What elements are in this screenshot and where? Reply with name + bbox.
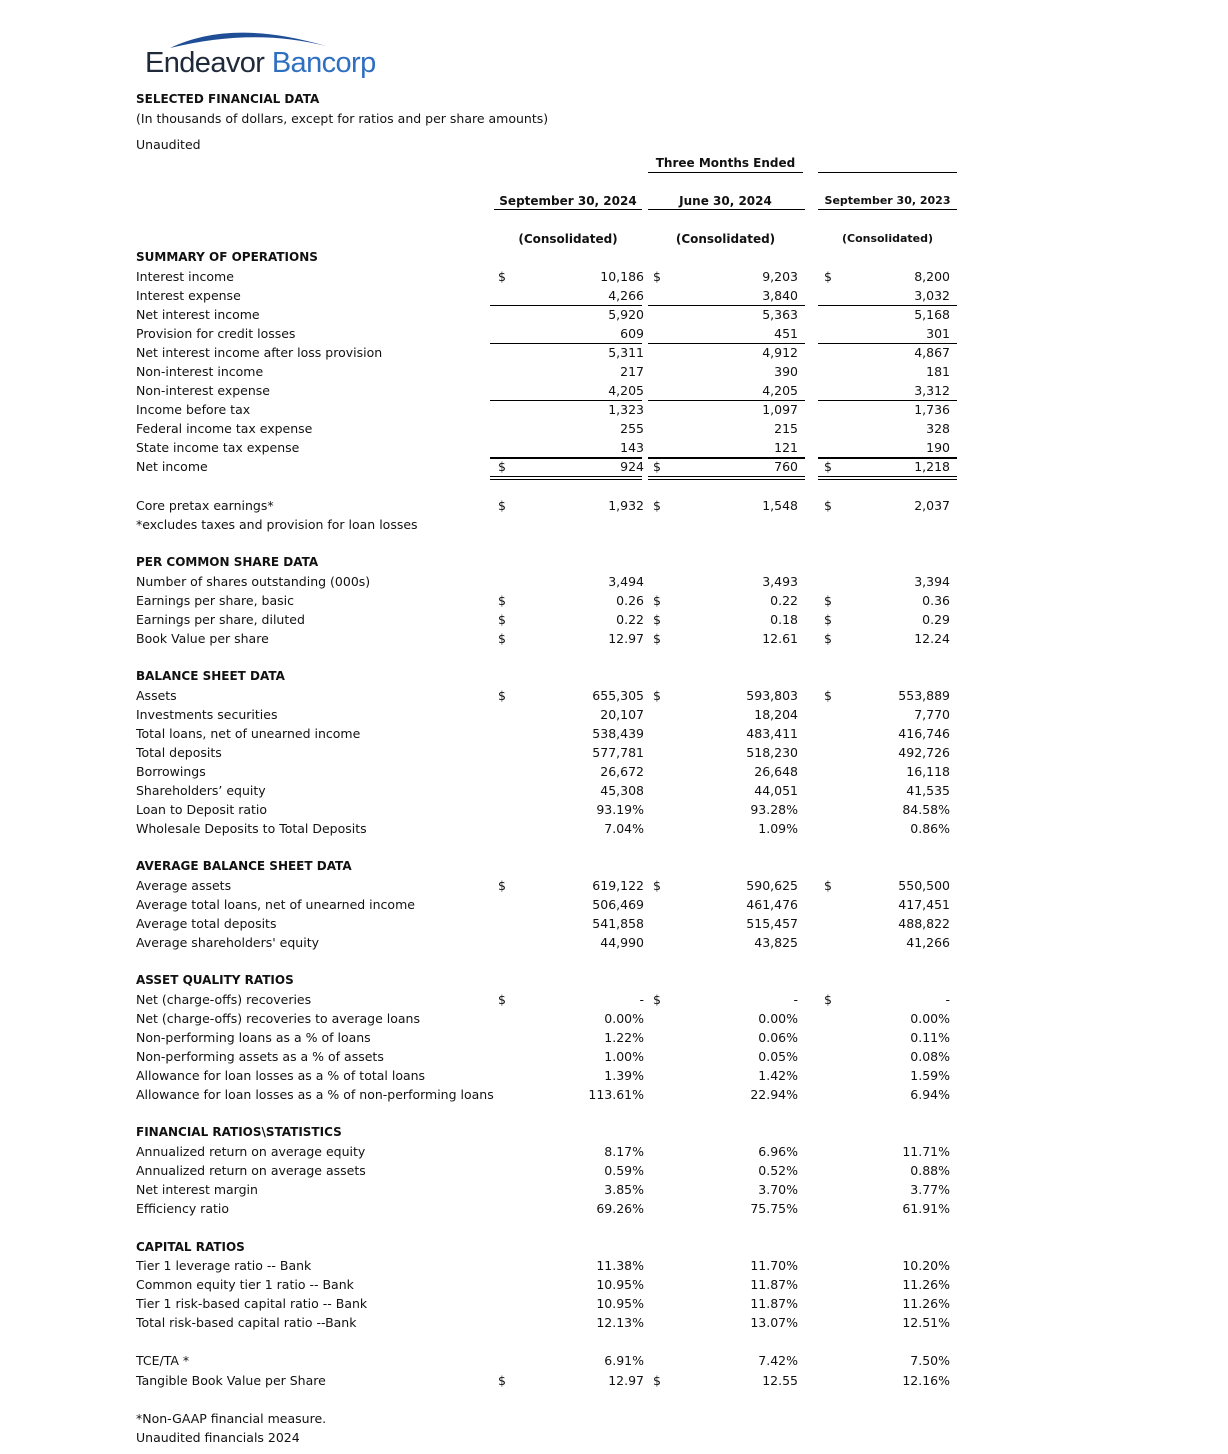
row-label: Annualized return on average equity — [136, 1144, 366, 1159]
row-value: 11.38% — [596, 1258, 644, 1273]
currency-symbol: $ — [824, 269, 832, 284]
row-label: Investments securities — [136, 707, 278, 722]
row-value: 121 — [774, 440, 798, 455]
currency-symbol: $ — [653, 269, 661, 284]
row-label: Total loans, net of unearned income — [136, 726, 361, 741]
section-heading: AVERAGE BALANCE SHEET DATA — [136, 859, 352, 873]
row-value: 12.13% — [596, 1315, 644, 1330]
row-label: Tier 1 leverage ratio -- Bank — [136, 1258, 312, 1273]
row-label: Wholesale Deposits to Total Deposits — [136, 821, 367, 836]
section-heading: ASSET QUALITY RATIOS — [136, 973, 294, 987]
row-value: 0.59% — [604, 1163, 644, 1178]
section-heading: PER COMMON SHARE DATA — [136, 555, 319, 569]
row-label: Efficiency ratio — [136, 1201, 230, 1216]
subtotal-underline — [818, 343, 957, 344]
row-value: 44,990 — [600, 935, 644, 950]
currency-symbol: $ — [498, 612, 506, 627]
currency-symbol: $ — [498, 1373, 506, 1388]
row-value: 69.26% — [596, 1201, 644, 1216]
row-value: 11.26% — [902, 1277, 950, 1292]
row-label: Allowance for loan losses as a % of non-performing loans — [136, 1087, 494, 1102]
row-label: Interest income — [136, 269, 234, 284]
currency-symbol: $ — [498, 688, 506, 703]
row-value: 1,736 — [914, 402, 950, 417]
row-value: 26,648 — [754, 764, 798, 779]
row-value: 4,266 — [608, 288, 644, 303]
row-value: 12.97 — [608, 631, 644, 646]
currency-symbol: $ — [498, 269, 506, 284]
row-label: Net interest income after loss provision — [136, 345, 383, 360]
group-underline — [648, 172, 803, 173]
total-overline — [490, 458, 642, 459]
row-value: 577,781 — [592, 745, 644, 760]
row-label: Average total loans, net of unearned income — [136, 897, 415, 912]
row-value: 1,323 — [608, 402, 644, 417]
row-value: 1.22% — [604, 1030, 644, 1045]
logo-text — [145, 47, 376, 80]
currency-symbol: $ — [653, 688, 661, 703]
section-heading: FINANCIAL RATIOS\STATISTICS — [136, 1125, 342, 1139]
row-value: 483,411 — [746, 726, 798, 741]
currency-symbol: $ — [653, 593, 661, 608]
row-value: 0.22 — [616, 612, 644, 627]
currency-symbol: $ — [824, 688, 832, 703]
row-label: Total risk-based capital ratio --Bank — [136, 1315, 357, 1330]
subtotal-underline — [648, 343, 805, 344]
subtotal-underline — [648, 400, 805, 401]
row-value: 0.11% — [910, 1030, 950, 1045]
row-value: 61.91% — [902, 1201, 950, 1216]
currency-symbol: $ — [824, 612, 832, 627]
row-value: 7.50% — [910, 1353, 950, 1368]
row-value: 10.20% — [902, 1258, 950, 1273]
row-label: Net (charge-offs) recoveries — [136, 992, 312, 1007]
row-value: 416,746 — [898, 726, 950, 741]
column-subheader: (Consolidated) — [841, 232, 934, 245]
row-label: *Non-GAAP financial measure. — [136, 1411, 327, 1426]
row-value: 3,312 — [914, 383, 950, 398]
currency-symbol: $ — [824, 878, 832, 893]
row-value: 0.88% — [910, 1163, 950, 1178]
row-value: - — [793, 992, 798, 1007]
row-value: 11.26% — [902, 1296, 950, 1311]
row-value: 518,230 — [746, 745, 798, 760]
column-header-jun-2024: June 30, 2024 — [679, 194, 772, 208]
column-subheader: (Consolidated) — [518, 232, 618, 246]
row-value: 22.94% — [750, 1087, 798, 1102]
row-value: 0.00% — [604, 1011, 644, 1026]
subtotal-underline — [490, 305, 642, 306]
row-value: 5,363 — [762, 307, 798, 322]
total-double-underline — [648, 476, 805, 480]
row-value: 41,535 — [906, 783, 950, 798]
row-label: Net (charge-offs) recoveries to average loans — [136, 1011, 420, 1026]
row-value: 215 — [774, 421, 798, 436]
row-value: 217 — [620, 364, 644, 379]
row-value: 181 — [926, 364, 950, 379]
row-value: 12.24 — [914, 631, 950, 646]
currency-symbol: $ — [824, 992, 832, 1007]
row-value: 113.61% — [588, 1087, 644, 1102]
row-label: Average assets — [136, 878, 232, 893]
row-value: 4,867 — [914, 345, 950, 360]
row-label: Assets — [136, 688, 177, 703]
row-label: Interest expense — [136, 288, 241, 303]
section-heading: BALANCE SHEET DATA — [136, 669, 285, 683]
logo-text-part2: Bancorp — [271, 47, 376, 79]
subtotal-underline — [490, 343, 642, 344]
row-value: 0.86% — [910, 821, 950, 836]
column-header-sep-2024: September 30, 2024 — [499, 194, 637, 208]
row-value: 417,451 — [898, 897, 950, 912]
column-header-sep-2023: September 30, 2023 — [824, 194, 951, 207]
row-value: 20,107 — [600, 707, 644, 722]
row-value: - — [639, 992, 644, 1007]
row-value: 1.42% — [758, 1068, 798, 1083]
currency-symbol: $ — [653, 459, 661, 474]
row-value: 44,051 — [754, 783, 798, 798]
currency-symbol: $ — [653, 992, 661, 1007]
group-underline-right — [818, 172, 957, 173]
row-value: 5,311 — [608, 345, 644, 360]
row-value: 0.08% — [910, 1049, 950, 1064]
row-value: 0.36 — [922, 593, 950, 608]
row-value: 11.87% — [750, 1296, 798, 1311]
row-value: 301 — [926, 326, 950, 341]
row-value: 2,037 — [914, 498, 950, 513]
row-value: 75.75% — [750, 1201, 798, 1216]
currency-symbol: $ — [824, 459, 832, 474]
currency-symbol: $ — [653, 498, 661, 513]
row-label: Total deposits — [136, 745, 222, 760]
row-value: 1,218 — [914, 459, 950, 474]
row-value: 8.17% — [604, 1144, 644, 1159]
row-label: Non-interest income — [136, 364, 264, 379]
row-value: 6.94% — [910, 1087, 950, 1102]
header-underline — [648, 209, 805, 210]
row-value: 7.04% — [604, 821, 644, 836]
row-value: 619,122 — [592, 878, 644, 893]
row-value: 3,840 — [762, 288, 798, 303]
currency-symbol: $ — [498, 992, 506, 1007]
currency-symbol: $ — [653, 612, 661, 627]
row-value: 655,305 — [592, 688, 644, 703]
audit-status: Unaudited — [136, 137, 201, 152]
row-value: 4,205 — [762, 383, 798, 398]
row-value: 4,205 — [608, 383, 644, 398]
section-heading: SUMMARY OF OPERATIONS — [136, 250, 318, 264]
row-value: 553,889 — [898, 688, 950, 703]
currency-symbol: $ — [824, 498, 832, 513]
row-label: Common equity tier 1 ratio -- Bank — [136, 1277, 354, 1292]
row-label: Tangible Book Value per Share — [136, 1373, 326, 1388]
currency-symbol: $ — [653, 1373, 661, 1388]
row-value: 488,822 — [898, 916, 950, 931]
row-value: 609 — [620, 326, 644, 341]
row-value: 6.96% — [758, 1144, 798, 1159]
row-label: Federal income tax expense — [136, 421, 313, 436]
subtotal-underline — [648, 305, 805, 306]
row-label: Allowance for loan losses as a % of total loans — [136, 1068, 426, 1083]
row-label: Non-performing assets as a % of assets — [136, 1049, 384, 1064]
row-value: 506,469 — [592, 897, 644, 912]
currency-symbol: $ — [824, 631, 832, 646]
row-value: 13.07% — [750, 1315, 798, 1330]
row-value: 1,932 — [608, 498, 644, 513]
row-label: Average total deposits — [136, 916, 277, 931]
row-value: 11.87% — [750, 1277, 798, 1292]
header-underline — [494, 209, 642, 210]
row-value: 760 — [774, 459, 798, 474]
page-title: SELECTED FINANCIAL DATA — [136, 92, 320, 106]
currency-symbol: $ — [824, 593, 832, 608]
row-value: 0.00% — [910, 1011, 950, 1026]
row-value: 41,266 — [906, 935, 950, 950]
row-value: 3.70% — [758, 1182, 798, 1197]
currency-symbol: $ — [498, 631, 506, 646]
row-value: 10.95% — [596, 1277, 644, 1292]
row-label: Earnings per share, diluted — [136, 612, 305, 627]
row-value: 45,308 — [600, 783, 644, 798]
subtotal-underline — [818, 400, 957, 401]
row-value: 3,394 — [914, 574, 950, 589]
row-label: Loan to Deposit ratio — [136, 802, 268, 817]
page-subtitle: (In thousands of dollars, except for ratios and per share amounts) — [136, 111, 549, 126]
row-value: 93.19% — [596, 802, 644, 817]
row-value: 12.97 — [608, 1373, 644, 1388]
currency-symbol: $ — [498, 459, 506, 474]
row-value: 93.28% — [750, 802, 798, 817]
row-value: 6.91% — [604, 1353, 644, 1368]
row-value: 3,494 — [608, 574, 644, 589]
row-value: 5,168 — [914, 307, 950, 322]
row-value: 538,439 — [592, 726, 644, 741]
total-overline — [818, 458, 957, 459]
row-value: 10.95% — [596, 1296, 644, 1311]
row-value: 11.70% — [750, 1258, 798, 1273]
logo-text-part1: Endeavor — [145, 47, 272, 79]
row-value: 0.26 — [616, 593, 644, 608]
row-value: 451 — [774, 326, 798, 341]
currency-symbol: $ — [498, 878, 506, 893]
row-value: 590,625 — [746, 878, 798, 893]
row-value: 9,203 — [762, 269, 798, 284]
row-value: 190 — [926, 440, 950, 455]
row-value: 0.52% — [758, 1163, 798, 1178]
row-value: - — [945, 992, 950, 1007]
row-value: 255 — [620, 421, 644, 436]
total-double-underline — [818, 476, 957, 480]
currency-symbol: $ — [498, 593, 506, 608]
row-value: 1.09% — [758, 821, 798, 836]
row-value: 12.61 — [762, 631, 798, 646]
row-label: Number of shares outstanding (000s) — [136, 574, 371, 589]
row-value: 0.18 — [770, 612, 798, 627]
row-value: 1,097 — [762, 402, 798, 417]
row-value: 492,726 — [898, 745, 950, 760]
row-value: 12.55 — [762, 1373, 798, 1388]
row-value: 1,548 — [762, 498, 798, 513]
row-value: 550,500 — [898, 878, 950, 893]
row-value: 0.22 — [770, 593, 798, 608]
row-value: 84.58% — [902, 802, 950, 817]
header-underline — [818, 209, 957, 210]
total-overline — [648, 458, 805, 459]
row-value: 515,457 — [746, 916, 798, 931]
row-value: 3,493 — [762, 574, 798, 589]
currency-symbol: $ — [653, 878, 661, 893]
row-value: 0.29 — [922, 612, 950, 627]
row-value: 11.71% — [902, 1144, 950, 1159]
column-subheader: (Consolidated) — [675, 232, 776, 246]
row-value: 0.00% — [758, 1011, 798, 1026]
row-value: 26,672 — [600, 764, 644, 779]
row-label: Tier 1 risk-based capital ratio -- Bank — [136, 1296, 368, 1311]
row-value: 12.16% — [902, 1373, 950, 1388]
row-label: Earnings per share, basic — [136, 593, 295, 608]
row-value: 143 — [620, 440, 644, 455]
row-value: 8,200 — [914, 269, 950, 284]
row-label: Shareholders’ equity — [136, 783, 266, 798]
row-value: 7,770 — [914, 707, 950, 722]
row-value: 5,920 — [608, 307, 644, 322]
row-value: 1.00% — [604, 1049, 644, 1064]
row-value: 461,476 — [746, 897, 798, 912]
row-label: Net interest income — [136, 307, 260, 322]
row-label: Annualized return on average assets — [136, 1163, 366, 1178]
row-value: 7.42% — [758, 1353, 798, 1368]
row-value: 328 — [926, 421, 950, 436]
row-value: 1.59% — [910, 1068, 950, 1083]
row-label: *excludes taxes and provision for loan losses — [136, 517, 418, 532]
row-value: 3.77% — [910, 1182, 950, 1197]
row-label: Average shareholders' equity — [136, 935, 320, 950]
row-value: 16,118 — [906, 764, 950, 779]
row-label: Net income — [136, 459, 208, 474]
row-value: 12.51% — [902, 1315, 950, 1330]
section-heading: CAPITAL RATIOS — [136, 1240, 245, 1254]
row-label: Borrowings — [136, 764, 206, 779]
row-value: 3.85% — [604, 1182, 644, 1197]
row-label: Provision for credit losses — [136, 326, 296, 341]
row-label: Net interest margin — [136, 1182, 258, 1197]
total-double-underline — [490, 476, 642, 480]
row-value: 1.39% — [604, 1068, 644, 1083]
currency-symbol: $ — [498, 498, 506, 513]
row-label: Income before tax — [136, 402, 251, 417]
subtotal-underline — [490, 400, 642, 401]
row-label: Non-interest expense — [136, 383, 270, 398]
row-value: 390 — [774, 364, 798, 379]
column-group-header: Three Months Ended — [655, 156, 796, 170]
row-label: Non-performing loans as a % of loans — [136, 1030, 371, 1045]
row-label: Core pretax earnings* — [136, 498, 274, 513]
row-value: 541,858 — [592, 916, 644, 931]
row-value: 43,825 — [754, 935, 798, 950]
row-value: 18,204 — [754, 707, 798, 722]
row-value: 10,186 — [600, 269, 644, 284]
row-value: 0.06% — [758, 1030, 798, 1045]
row-label: State income tax expense — [136, 440, 300, 455]
row-value: 0.05% — [758, 1049, 798, 1064]
row-value: 593,803 — [746, 688, 798, 703]
row-value: 924 — [620, 459, 644, 474]
subtotal-underline — [818, 305, 957, 306]
currency-symbol: $ — [653, 631, 661, 646]
row-label: Book Value per share — [136, 631, 269, 646]
row-value: 3,032 — [914, 288, 950, 303]
row-label: TCE/TA * — [136, 1353, 190, 1368]
row-value: 4,912 — [762, 345, 798, 360]
row-label: Unaudited financials 2024 — [136, 1430, 300, 1445]
